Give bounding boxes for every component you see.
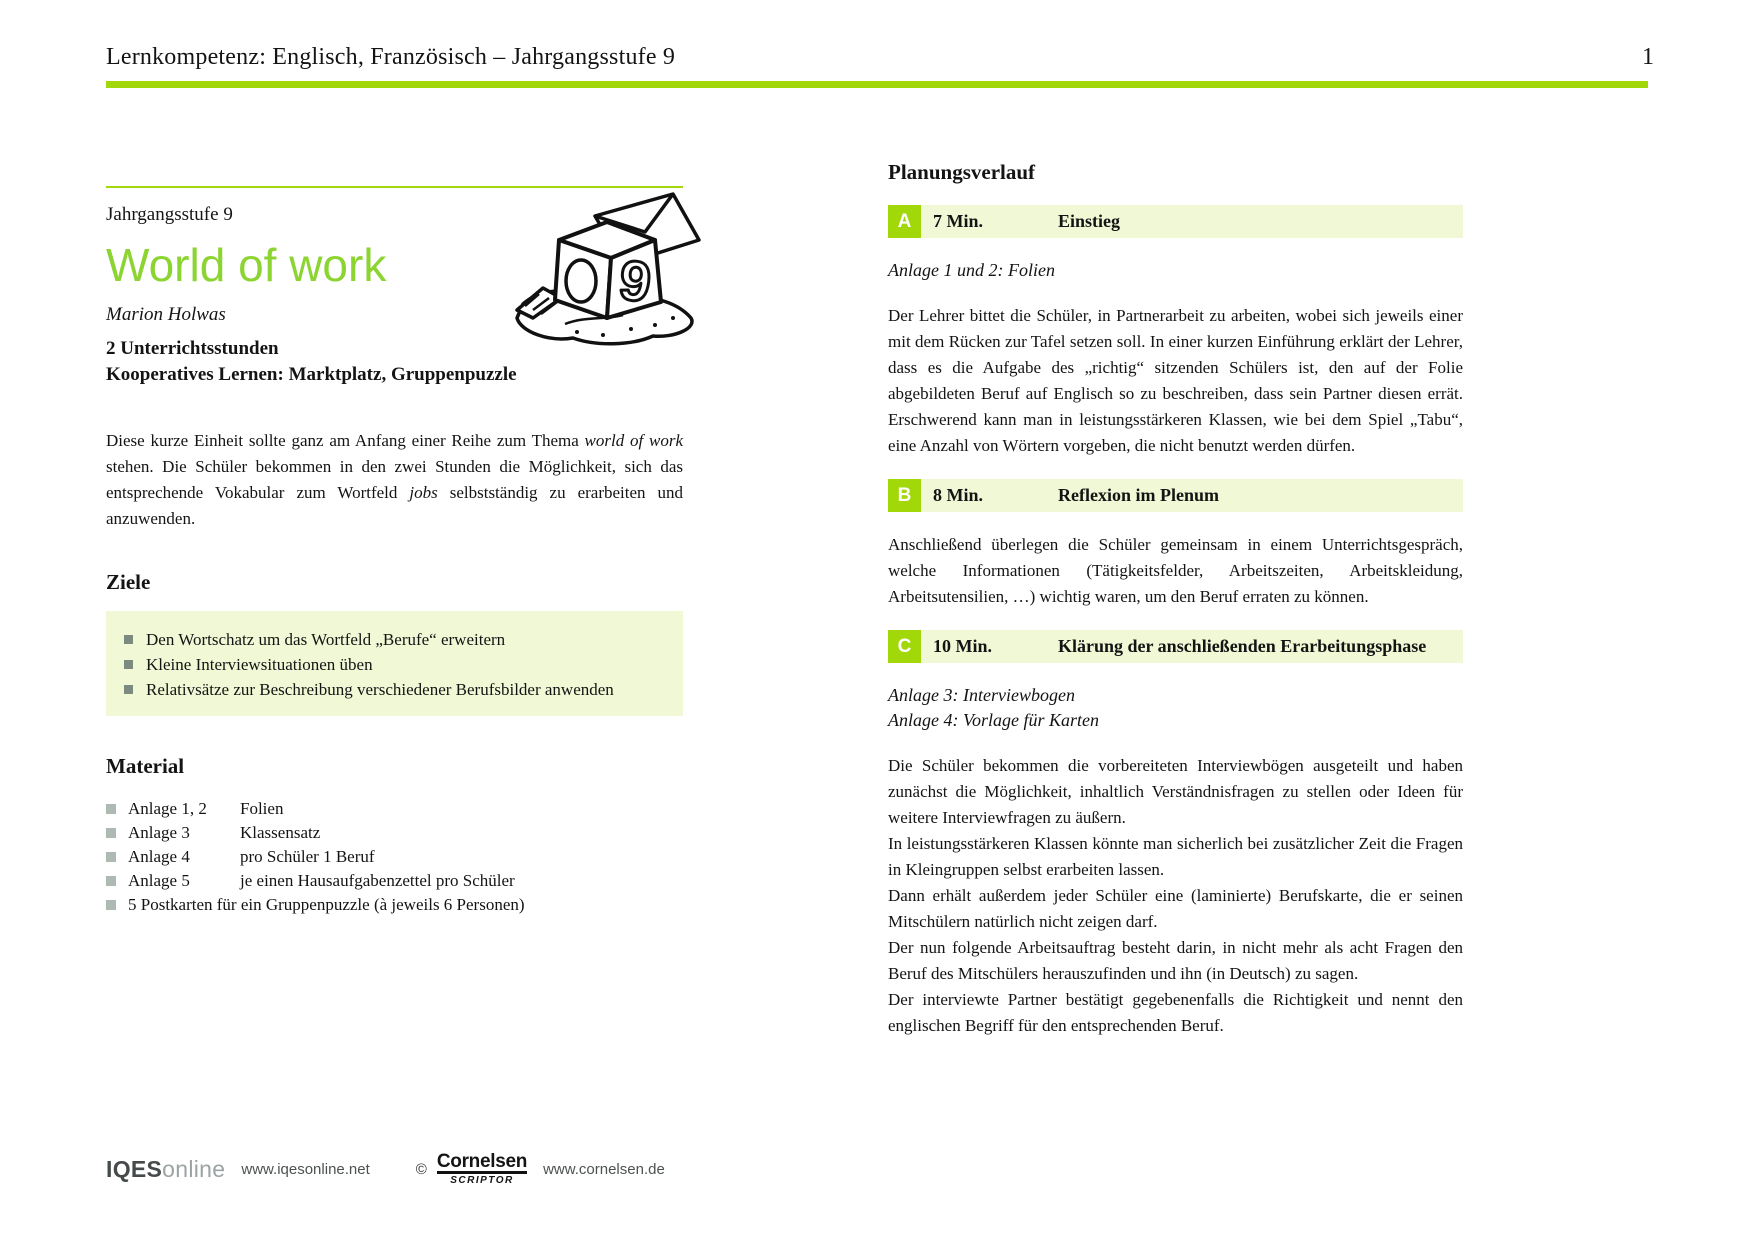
material-desc: Folien [240,799,284,818]
list-item [118,652,669,677]
plan-heading: Planungsverlauf [888,160,1036,184]
page-title: World of work [106,239,387,291]
material-label: Anlage 4 [128,847,190,866]
phase-time: 8 Min. [933,485,984,505]
intro-italic-term: jobs [409,483,438,502]
phase-paragraph-block [888,753,1463,1039]
page-footer [106,1152,665,1186]
material-desc: pro Schüler 1 Beruf [240,847,375,866]
dice-icon [555,222,661,318]
lesson-illustration [503,186,711,348]
square-bullet-icon [124,660,133,669]
phase-letter-badge: A [888,205,921,238]
right-column [888,160,1463,1039]
anlage-reference: Anlage 3: Interviewbogen [888,685,1075,705]
square-bullet-icon [106,828,116,838]
intro-italic-term: world of work [584,431,683,450]
anlage-reference: Anlage 1 und 2: Folien [888,260,1055,280]
phase-title: Einstieg [1058,211,1121,231]
cornelsen-url: www.cornelsen.de [543,1160,665,1178]
table-row [106,797,683,821]
intro-text: selbstständig zu erarbeiten und anzuwenden. [106,483,683,528]
ziele-heading: Ziele [106,570,151,594]
table-row [106,821,683,845]
phase-title: Reflexion im Plenum [1058,485,1219,505]
author-name: Marion Holwas [106,304,226,325]
iqes-url: www.iqesonline.net [241,1160,370,1178]
ziele-item-text: Kleine Interviewsituationen üben [146,655,373,674]
list-item [118,677,669,702]
square-bullet-icon [106,876,116,886]
material-label: Anlage 3 [128,823,190,842]
svg-text:9: 9 [615,247,655,314]
material-label: Anlage 5 [128,871,190,890]
intro-text: Diese kurze Einheit sollte ganz am Anfang einer Reihe zum Thema [106,431,585,450]
phase-title: Klärung der anschließenden Erarbeitungsphase [1058,636,1427,656]
material-list [106,797,683,917]
cornelsen-logo-name: Cornelsen [436,1151,528,1172]
table-row [106,845,683,869]
material-label: Anlage 1, 2 [128,799,207,818]
table-row [106,869,683,893]
phase-paragraph: Dann erhält außerdem jeder Schüler eine (laminierte) Berufskarte, die er seinen Mitschülern natürlich nicht zeigen darf. [888,886,1463,931]
iqes-logo-light: online [162,1155,226,1182]
square-bullet-icon [124,685,133,694]
phase-letter-badge: B [888,479,921,512]
grade-kicker: Jahrgangsstufe 9 [106,204,233,225]
iqes-logo-bold: IQES [106,1155,163,1182]
phase-bar-c [888,630,1463,663]
ziele-item-text: Relativsätze zur Beschreibung verschiedener Berufsbilder anwenden [146,680,614,699]
material-desc: je einen Hausaufgabenzettel pro Schüler [240,871,515,890]
ziele-item-text: Den Wortschatz um das Wortfeld „Berufe“ erweitern [146,630,506,649]
phase-bar-a [888,205,1463,238]
material-desc: 5 Postkarten für ein Gruppenpuzzle (à jeweils 6 Personen) [128,895,525,914]
square-bullet-icon [106,852,116,862]
iqes-logo [106,1156,225,1183]
phase-paragraph: Der Lehrer bittet die Schüler, in Partnerarbeit zu arbeiten, wobei sich jeweils einer mit dem Rücken zur Tafel setzen soll. In einer kurzen Einführung erklärt der Lehrer, dass es die Aufgabe des „richtig“ sitzenden Schülers ist, den auf der Folie abgebildeten Beruf auf Englisch so zu beschreiben, dass sein Partner diesen errät. Erschwerend kann man in leistungsstärkeren Klassen, wie bei dem Spiel „Tabu“, eine Anzahl von Wörtern vorgeben, die nicht benutzt werden dürfen. [888,306,1463,455]
phase-paragraph: Der interviewte Partner bestätigt gegebenenfalls die Richtigkeit und nennt den englischen Begriff für den entsprechenden Beruf. [888,990,1463,1035]
table-row [106,893,683,917]
phase-paragraph: Der nun folgende Arbeitsauftrag besteht darin, in nicht mehr als acht Fragen den Beruf des Mitschülers herauszufinden und ihn (in Deutsch) zu sagen. [888,938,1463,983]
ziele-box [106,611,683,716]
material-desc: Klassensatz [240,823,321,842]
header-rule [106,81,1648,88]
cornelsen-logo-sub: SCRIPTOR [450,1175,514,1186]
lesson-duration: 2 Unterrichtsstunden [106,338,279,359]
square-bullet-icon [106,804,116,814]
phase-paragraph: Anschließend überlegen die Schüler gemeinsam in einem Unterrichtsgespräch, welche Informationen (Tätigkeitsfelder, Arbeitszeiten, Arbeitskleidung, Arbeitsutensilien, …) wichtig waren, um den Beruf erraten zu können. [888,535,1463,606]
anlage-references [888,683,1463,733]
lesson-method: Kooperatives Lernen: Marktplatz, Gruppenpuzzle [106,364,517,385]
phase-bar-b [888,479,1463,512]
running-header: Lernkompetenz: Englisch, Französisch – Jahrgangsstufe 9 [106,44,676,70]
anlage-reference: Anlage 4: Vorlage für Karten [888,710,1099,730]
phase-letter-badge: C [888,630,921,663]
list-item [118,627,669,652]
intro-paragraph [106,428,683,532]
square-bullet-icon [124,635,133,644]
copyright-symbol: © [415,1160,427,1178]
phase-time: 7 Min. [933,211,984,231]
phase-paragraph: In leistungsstärkeren Klassen könnte man sicherlich bei zusätzlicher Zeit die Fragen in Kleingruppen selbst erarbeiten lassen. [888,834,1463,879]
phase-paragraph: Die Schüler bekommen die vorbereiteten Interviewbögen ausgeteilt und haben zunächst die Möglichkeit, inhaltlich Verständnisfragen zu stellen oder Ideen für weitere Interviewfragen zu äußern. [888,756,1463,827]
material-heading: Material [106,754,185,778]
cornelsen-logo [437,1152,527,1186]
anlage-references [888,258,1463,283]
phase-time: 10 Min. [933,636,993,656]
square-bullet-icon [106,900,116,910]
page-number: 1 [1642,44,1654,70]
intro-text: stehen. Die Schüler bekommen in den zwei Stunden die Möglichkeit, sich das entsprechende Vokabular zum Wortfeld [106,457,683,502]
